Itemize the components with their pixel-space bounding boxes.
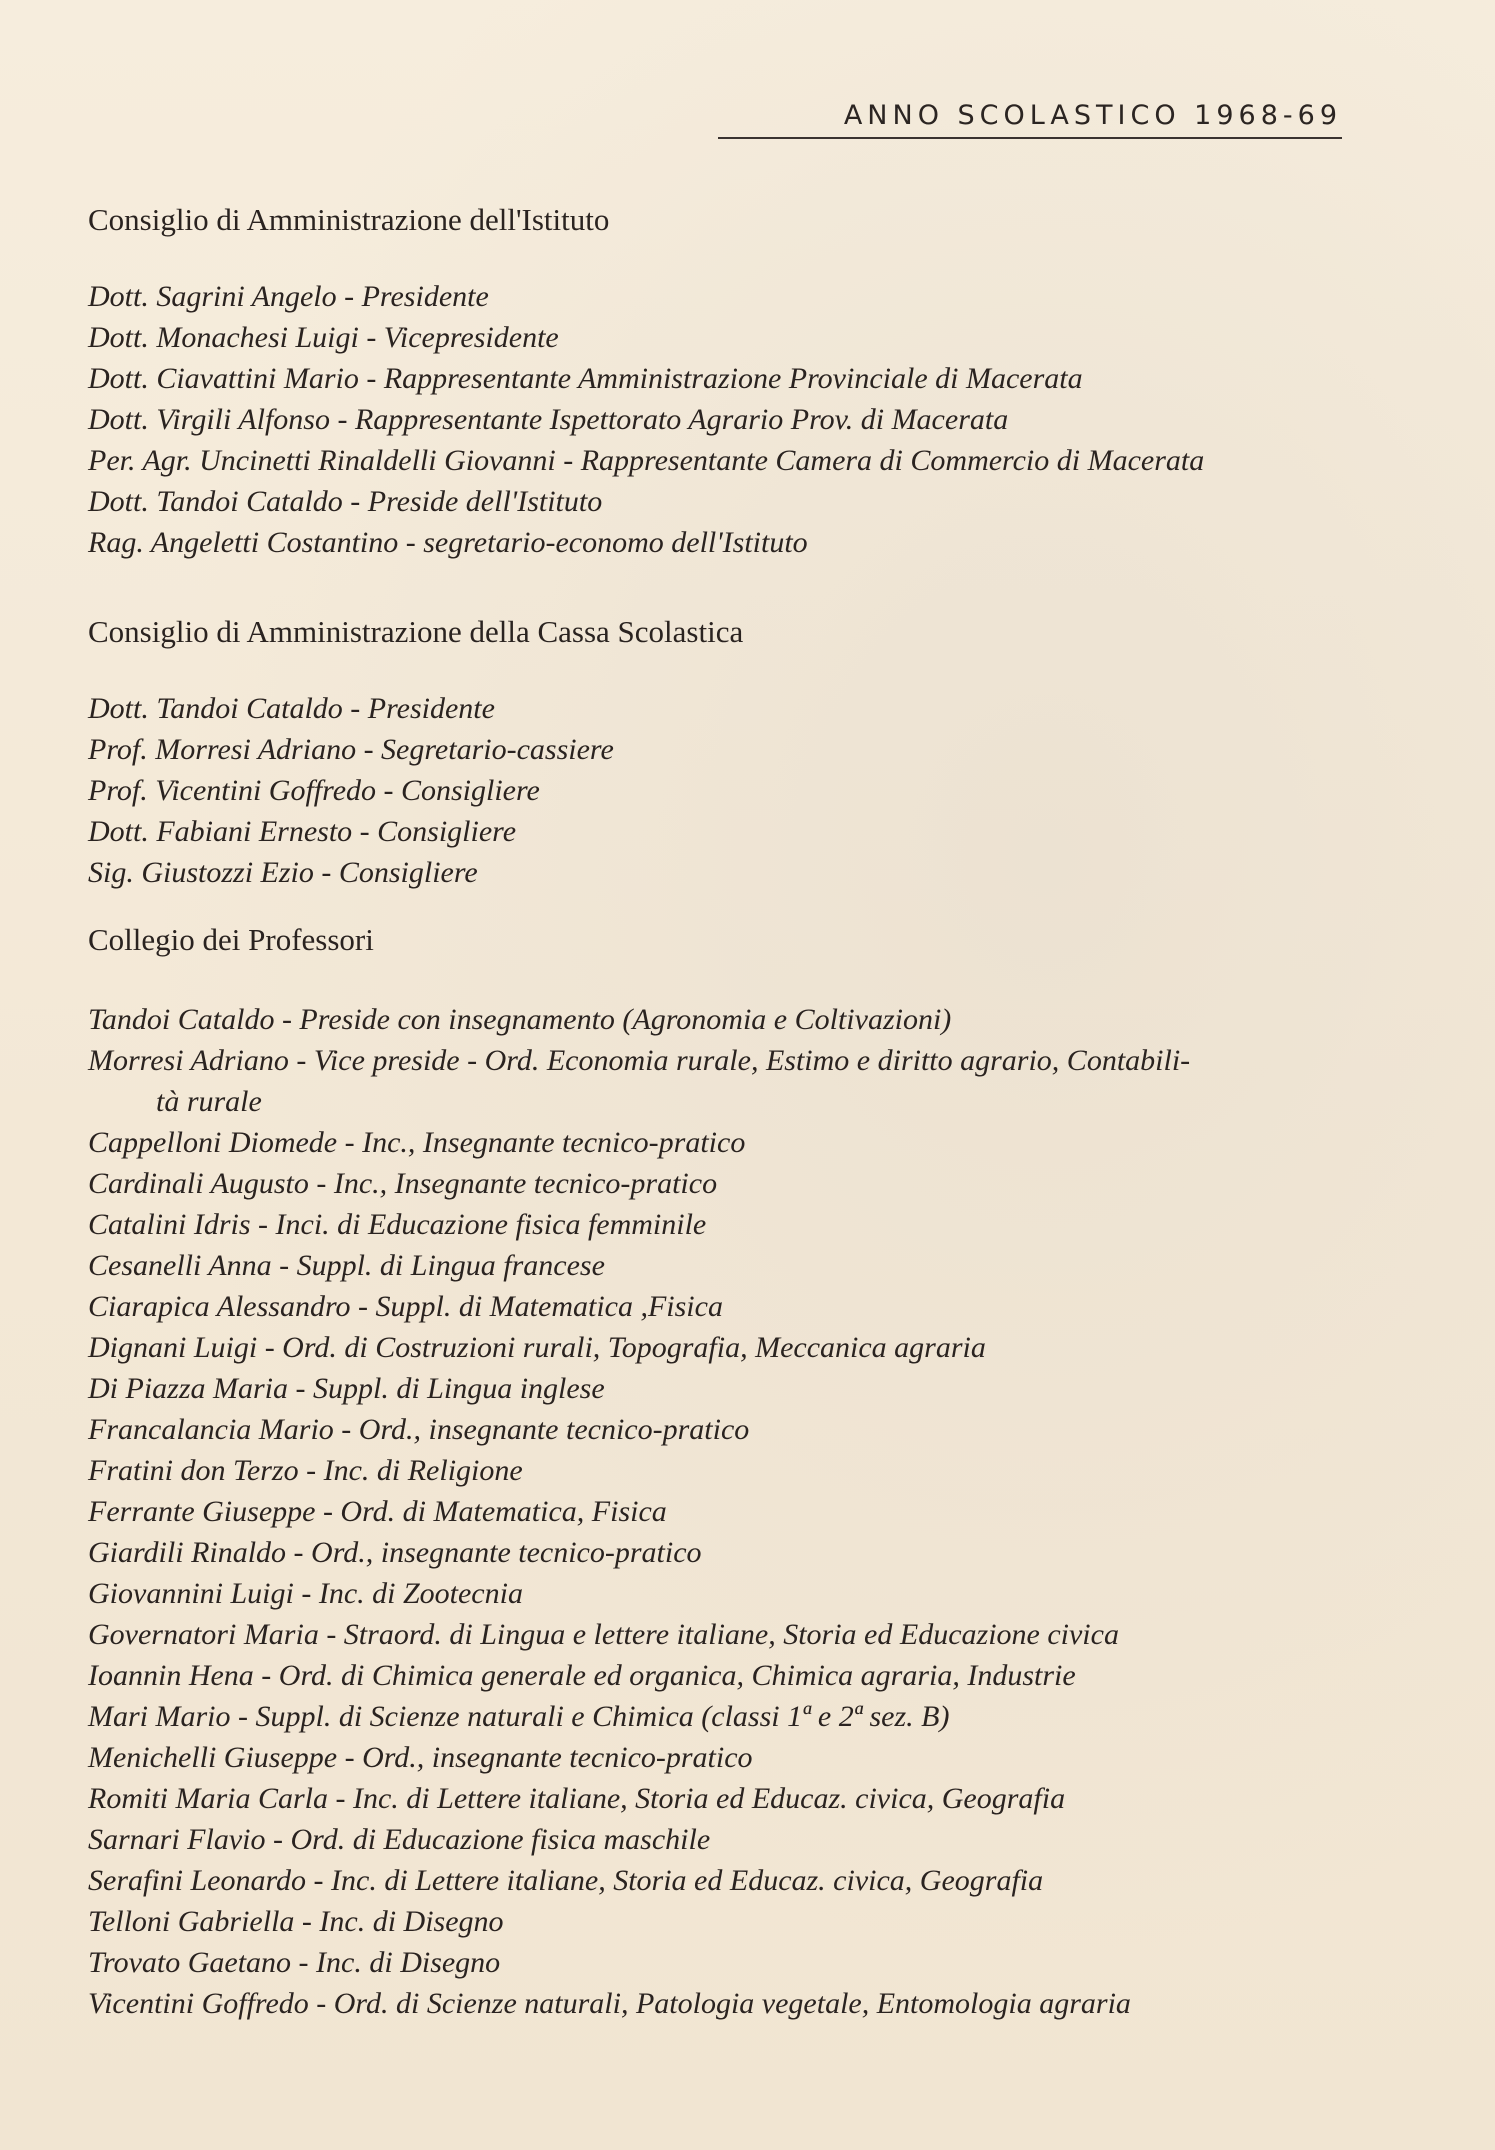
list-item: Sarnari Flavio - Ord. di Educazione fisica maschile xyxy=(88,1823,711,1856)
list-item: Serafini Leonardo - Inc. di Lettere italiane, Storia ed Educaz. civica, Geografia xyxy=(88,1864,1044,1897)
list-item: Giovannini Luigi - Inc. di Zootecnia xyxy=(88,1577,523,1610)
list-item: Romiti Maria Carla - Inc. di Lettere italiane, Storia ed Educaz. civica, Geografia xyxy=(88,1782,1066,1815)
list-item: Ferrante Giuseppe - Ord. di Matematica, Fisica xyxy=(88,1495,667,1528)
entry-list-professori xyxy=(88,999,1348,2024)
list-item: Di Piazza Maria - Suppl. di Lingua inglese xyxy=(88,1372,605,1405)
list-item: Giardili Rinaldo - Ord., insegnante tecnico-pratico xyxy=(88,1536,702,1569)
list-item: Governatori Maria - Straord. di Lingua e lettere italiane, Storia ed Educazione civica xyxy=(88,1618,1119,1651)
list-item: Cesanelli Anna - Suppl. di Lingua francese xyxy=(88,1249,605,1282)
list-item: Dott. Monachesi Luigi - Vicepresidente xyxy=(88,321,559,354)
entry-list-istituto xyxy=(88,276,1204,563)
list-item: Telloni Gabriella - Inc. di Disegno xyxy=(88,1905,504,1938)
list-item-text: Morresi Adriano - Vice preside - Ord. Economia rurale, Estimo e diritto agrario, Contabili- xyxy=(88,1044,1191,1077)
list-item: Tandoi Cataldo - Preside con insegnamento (Agronomia e Coltivazioni) xyxy=(88,1003,952,1036)
list-item: Catalini Idris - Inci. di Educazione fisica femminile xyxy=(88,1208,707,1241)
list-item: Prof. Vicentini Goffredo - Consigliere xyxy=(88,774,540,807)
list-item: Dott. Ciavattini Mario - Rappresentante Amministrazione Provinciale di Macerata xyxy=(88,362,1083,395)
list-item: Ioannin Hena - Ord. di Chimica generale ed organica, Chimica agraria, Industrie xyxy=(88,1659,1076,1692)
list-item: Ciarapica Alessandro - Suppl. di Matematica ,Fisica xyxy=(88,1290,723,1323)
list-item: Rag. Angeletti Costantino - segretario-economo dell'Istituto xyxy=(88,526,808,559)
section-heading-istituto: Consiglio di Amministrazione dell'Istituto xyxy=(88,202,610,237)
list-item: Dignani Luigi - Ord. di Costruzioni rurali, Topografia, Meccanica agraria xyxy=(88,1331,986,1364)
list-item: Francalancia Mario - Ord., insegnante tecnico-pratico xyxy=(88,1413,750,1446)
list-item: Vicentini Goffredo - Ord. di Scienze naturali, Patologia vegetale, Entomologia agraria xyxy=(88,1987,1131,2020)
list-item: Mari Mario - Suppl. di Scienze naturali e Chimica (classi 1ª e 2ª sez. B) xyxy=(88,1700,950,1733)
list-item: Dott. Virgili Alfonso - Rappresentante Ispettorato Agrario Prov. di Macerata xyxy=(88,403,1009,436)
header-rule xyxy=(718,137,1342,139)
list-item: Dott. Tandoi Cataldo - Preside dell'Istituto xyxy=(88,485,603,518)
list-item: Trovato Gaetano - Inc. di Disegno xyxy=(88,1946,501,1979)
list-item: Per. Agr. Uncinetti Rinaldelli Giovanni - Rappresentante Camera di Commercio di Macerata xyxy=(88,444,1205,477)
list-item: Fratini don Terzo - Inc. di Religione xyxy=(88,1454,523,1487)
list-item: Menichelli Giuseppe - Ord., insegnante tecnico-pratico xyxy=(88,1741,753,1774)
list-item: Sig. Giustozzi Ezio - Consigliere xyxy=(88,856,478,889)
list-item: Cappelloni Diomede - Inc., Insegnante tecnico-pratico xyxy=(88,1126,746,1159)
section-heading-cassa: Consiglio di Amministrazione della Cassa Scolastica xyxy=(88,614,744,649)
list-item: Dott. Fabiani Ernesto - Consigliere xyxy=(88,815,517,848)
list-item: Prof. Morresi Adriano - Segretario-cassiere xyxy=(88,733,614,766)
list-item: Dott. Tandoi Cataldo - Presidente xyxy=(88,692,495,725)
list-item: Cardinali Augusto - Inc., Insegnante tecnico-pratico xyxy=(88,1167,718,1200)
running-header: ANNO SCOLASTICO 1968-69 xyxy=(843,100,1342,131)
list-item: Dott. Sagrini Angelo - Presidente xyxy=(88,280,489,313)
section-heading-professori: Collegio dei Professori xyxy=(88,922,374,957)
list-item-continuation: tà rurale xyxy=(156,1085,262,1118)
list-item-wrapped xyxy=(88,1040,1348,1122)
entry-list-cassa xyxy=(88,688,614,893)
